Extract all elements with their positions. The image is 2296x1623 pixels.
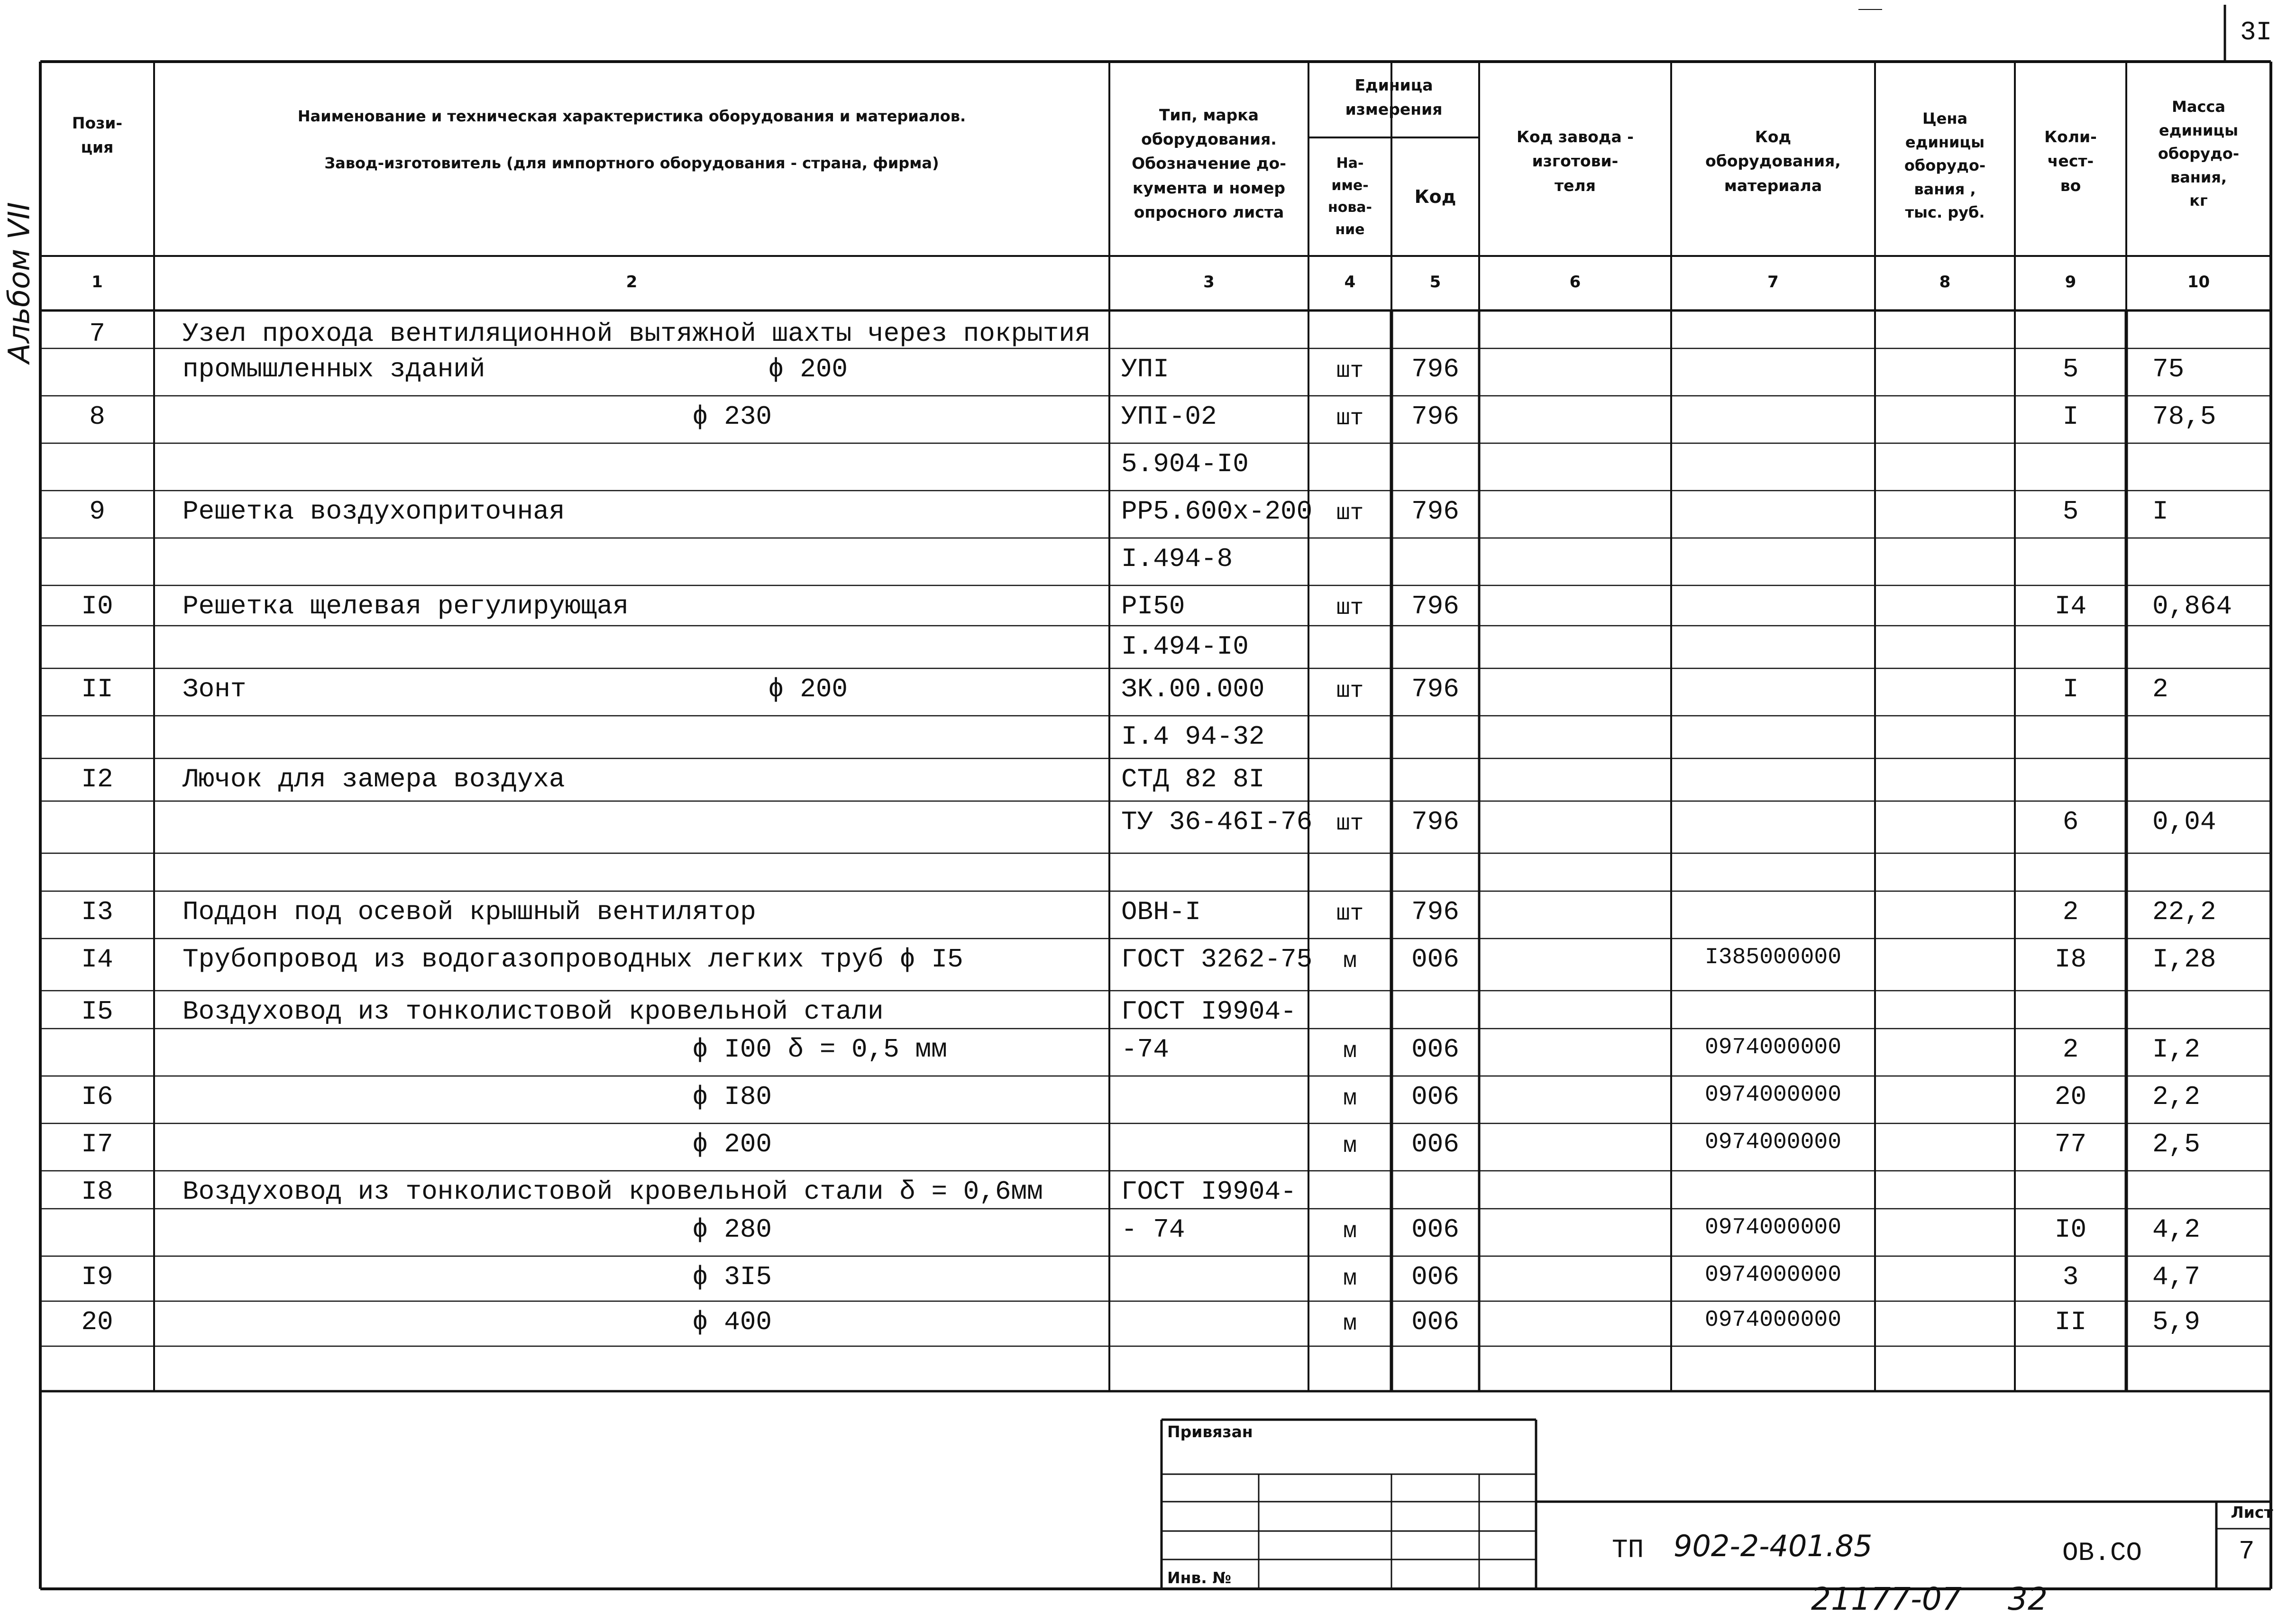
row-dimension: ϕ 280 xyxy=(692,1214,772,1245)
row-quantity: 20 xyxy=(2054,1082,2087,1112)
row-mass: 2,5 xyxy=(2152,1129,2200,1159)
stamp-doc-prefix: ТП xyxy=(1612,1535,1644,1565)
sheet-number-top: 3I xyxy=(2240,17,2272,47)
row-quantity: 5 xyxy=(2062,496,2079,527)
row-type: ГОСТ I9904- xyxy=(1121,996,1297,1027)
row-dimension: ϕ 230 xyxy=(692,401,772,432)
row-position: I8 xyxy=(81,1176,113,1207)
row-type: I.494-I0 xyxy=(1121,631,1249,662)
row-name: Решетка воздухоприточная xyxy=(183,496,565,527)
row-quantity: I4 xyxy=(2054,591,2087,621)
row-unit-code: 006 xyxy=(1411,1129,1459,1159)
row-unit-code: 006 xyxy=(1411,1082,1459,1112)
row-quantity: II xyxy=(2054,1307,2087,1337)
row-name: Лючок для замера воздуха xyxy=(183,764,565,794)
row-material-code: 0974000000 xyxy=(1704,1215,1842,1240)
row-quantity: I0 xyxy=(2054,1214,2087,1245)
row-mass: 0,04 xyxy=(2152,807,2216,837)
row-unit-code: 006 xyxy=(1411,1214,1459,1245)
row-position: I2 xyxy=(81,764,113,794)
row-quantity: 77 xyxy=(2054,1129,2087,1159)
row-type: ТУ 36-46I-76 xyxy=(1121,807,1313,837)
row-type: ГОСТ I9904- xyxy=(1121,1176,1297,1207)
row-unit-code: 006 xyxy=(1411,1034,1459,1065)
row-position: 8 xyxy=(89,401,105,432)
row-dimension: ϕ 200 xyxy=(692,1129,772,1159)
stamp-section: ОВ.СО xyxy=(2062,1538,2142,1568)
row-unit: м xyxy=(1343,1039,1357,1064)
header-unit-group: Единица измерения xyxy=(1345,75,1443,119)
row-type: РI50 xyxy=(1121,591,1185,621)
row-unit: шт xyxy=(1336,501,1364,526)
row-mass: 2 xyxy=(2152,674,2168,704)
row-position: 20 xyxy=(81,1307,113,1337)
row-position: I4 xyxy=(81,944,113,975)
stamp-inv: Инв. № xyxy=(1167,1568,1232,1587)
row-name: Поддон под осевой крышный вентилятор xyxy=(183,897,756,927)
header-quantity: Коли- чест- во xyxy=(2044,128,2097,195)
bottom-number-2: 32 xyxy=(2008,1581,2048,1617)
row-position: I9 xyxy=(81,1262,113,1292)
row-material-code: 0974000000 xyxy=(1704,1035,1842,1060)
row-position: I5 xyxy=(81,996,113,1027)
row-unit-code: 006 xyxy=(1411,944,1459,975)
row-dimension: ϕ 200 xyxy=(768,354,848,384)
row-mass: 2,2 xyxy=(2152,1082,2200,1112)
row-unit: шт xyxy=(1336,811,1364,837)
row-quantity: 6 xyxy=(2062,807,2079,837)
column-number: 7 xyxy=(1767,273,1779,292)
row-mass: I,28 xyxy=(2152,944,2216,975)
row-unit-code: 006 xyxy=(1411,1262,1459,1292)
row-mass: 75 xyxy=(2152,354,2185,384)
header-type: Тип, марка оборудования. Обозначение до- кумента и номер опросного листа xyxy=(1132,106,1286,221)
row-material-code: 0974000000 xyxy=(1704,1130,1842,1155)
column-number: 3 xyxy=(1203,273,1215,292)
row-name: Воздуховод из тонколистовой кровельной стали xyxy=(183,996,884,1027)
row-mass: 78,5 xyxy=(2152,401,2216,432)
row-position: I7 xyxy=(81,1129,113,1159)
column-number: 5 xyxy=(1429,273,1441,292)
row-quantity: I xyxy=(2062,674,2079,704)
row-mass: 22,2 xyxy=(2152,897,2216,927)
row-name: Зонт xyxy=(183,674,247,704)
row-unit-code: 796 xyxy=(1411,401,1459,432)
column-number: 10 xyxy=(2187,273,2210,292)
stamp-list-label: Лист xyxy=(2231,1503,2273,1522)
row-unit-code: 796 xyxy=(1411,496,1459,527)
header-name: Наименование и техническая характеристика оборудования и материалов. Завод-изготовитель (для импортного оборудования - страна, фирма) xyxy=(297,107,966,172)
row-name: Узел прохода вентиляционной вытяжной шахты через покрытия xyxy=(183,319,1091,349)
row-unit: м xyxy=(1343,1311,1357,1337)
column-number: 1 xyxy=(91,273,103,292)
row-type: - 74 xyxy=(1121,1214,1185,1245)
row-type: УПI-02 xyxy=(1121,401,1217,432)
row-quantity: 3 xyxy=(2062,1262,2079,1292)
row-dimension: ϕ 3I5 xyxy=(692,1262,772,1292)
album-label: Альбом VII xyxy=(1,202,37,364)
row-position: I6 xyxy=(81,1082,113,1112)
row-unit: шт xyxy=(1336,358,1364,384)
header-position: Пози- ция xyxy=(72,113,123,156)
row-position: II xyxy=(81,674,113,704)
row-type: -74 xyxy=(1121,1034,1169,1065)
row-material-code: 0974000000 xyxy=(1704,1307,1842,1333)
row-unit: шт xyxy=(1336,901,1364,927)
row-unit: м xyxy=(1343,1086,1357,1112)
header-factory-code: Код завода - изготови- теля xyxy=(1517,128,1634,195)
row-unit: м xyxy=(1343,1133,1357,1159)
row-unit-code: 006 xyxy=(1411,1307,1459,1337)
row-quantity: 2 xyxy=(2062,897,2079,927)
row-unit: шт xyxy=(1336,595,1364,621)
row-quantity: 2 xyxy=(2062,1034,2079,1065)
row-material-code: 0974000000 xyxy=(1704,1082,1842,1108)
stamp-doc-number: 902-2-401.85 xyxy=(1674,1529,1873,1563)
row-unit-code: 796 xyxy=(1411,674,1459,704)
row-type: ОВН-I xyxy=(1121,897,1201,927)
row-type: I.494-8 xyxy=(1121,544,1233,574)
header-price: Цена единицы оборудо- вания , тыс. руб. xyxy=(1904,109,1986,222)
column-number: 2 xyxy=(626,273,638,292)
row-unit-code: 796 xyxy=(1411,591,1459,621)
row-mass: 0,864 xyxy=(2152,591,2232,621)
column-number: 4 xyxy=(1344,273,1356,292)
header-material-code: Код оборудования, материала xyxy=(1705,128,1841,195)
header-unit-name: На- име- нова- ние xyxy=(1327,155,1372,238)
row-position: 9 xyxy=(89,496,105,527)
row-unit: м xyxy=(1343,948,1357,974)
row-material-code: 0974000000 xyxy=(1704,1262,1842,1288)
row-position: I0 xyxy=(81,591,113,621)
row-unit-code: 796 xyxy=(1411,354,1459,384)
bottom-number-1: 21177-07 xyxy=(1811,1581,1962,1617)
header-mass: Масса единицы оборудо- вания, кг xyxy=(2158,98,2240,210)
row-dimension: ϕ 400 xyxy=(692,1307,772,1337)
row-quantity: I xyxy=(2062,401,2079,432)
row-mass: 4,7 xyxy=(2152,1262,2200,1292)
row-unit: шт xyxy=(1336,678,1364,704)
row-type: ГОСТ 3262-75 xyxy=(1121,944,1313,975)
row-quantity: I8 xyxy=(2054,944,2087,975)
row-type: РР5.600х-200 xyxy=(1121,496,1313,527)
row-unit: м xyxy=(1343,1219,1357,1244)
row-type: УПI xyxy=(1121,354,1169,384)
row-name: Воздуховод из тонколистовой кровельной стали δ = 0,6мм xyxy=(183,1176,1043,1207)
row-material-code: I385000000 xyxy=(1704,945,1842,970)
row-unit: м xyxy=(1343,1266,1357,1292)
row-dimension: ϕ I00 δ = 0,5 мм xyxy=(692,1034,947,1065)
row-name: промышленных зданий xyxy=(183,354,485,384)
row-name: Трубопровод из водогазопроводных легких труб ϕ I5 xyxy=(183,944,963,975)
row-mass: 5,9 xyxy=(2152,1307,2200,1337)
row-type: ЗК.00.000 xyxy=(1121,674,1265,704)
row-position: 7 xyxy=(89,319,105,349)
row-mass: I xyxy=(2152,496,2168,527)
header-unit-code: Код xyxy=(1414,186,1456,207)
row-mass: 4,2 xyxy=(2152,1214,2200,1245)
column-number: 6 xyxy=(1569,273,1581,292)
row-type: I.4 94-32 xyxy=(1121,721,1265,752)
row-position: I3 xyxy=(81,897,113,927)
column-number: 9 xyxy=(2065,273,2076,292)
column-number: 8 xyxy=(1939,273,1951,292)
row-type: 5.904-I0 xyxy=(1121,449,1249,479)
stamp-privyazan: Привязан xyxy=(1167,1422,1253,1441)
row-type: СТД 82 8I xyxy=(1121,764,1265,794)
row-dimension: ϕ 200 xyxy=(768,674,848,704)
stamp-list-number: 7 xyxy=(2239,1536,2255,1567)
row-unit-code: 796 xyxy=(1411,897,1459,927)
row-quantity: 5 xyxy=(2062,354,2079,384)
row-mass: I,2 xyxy=(2152,1034,2200,1065)
row-unit: шт xyxy=(1336,406,1364,431)
row-unit-code: 796 xyxy=(1411,807,1459,837)
row-dimension: ϕ I80 xyxy=(692,1082,772,1112)
row-name: Решетка щелевая регулирующая xyxy=(183,591,629,621)
